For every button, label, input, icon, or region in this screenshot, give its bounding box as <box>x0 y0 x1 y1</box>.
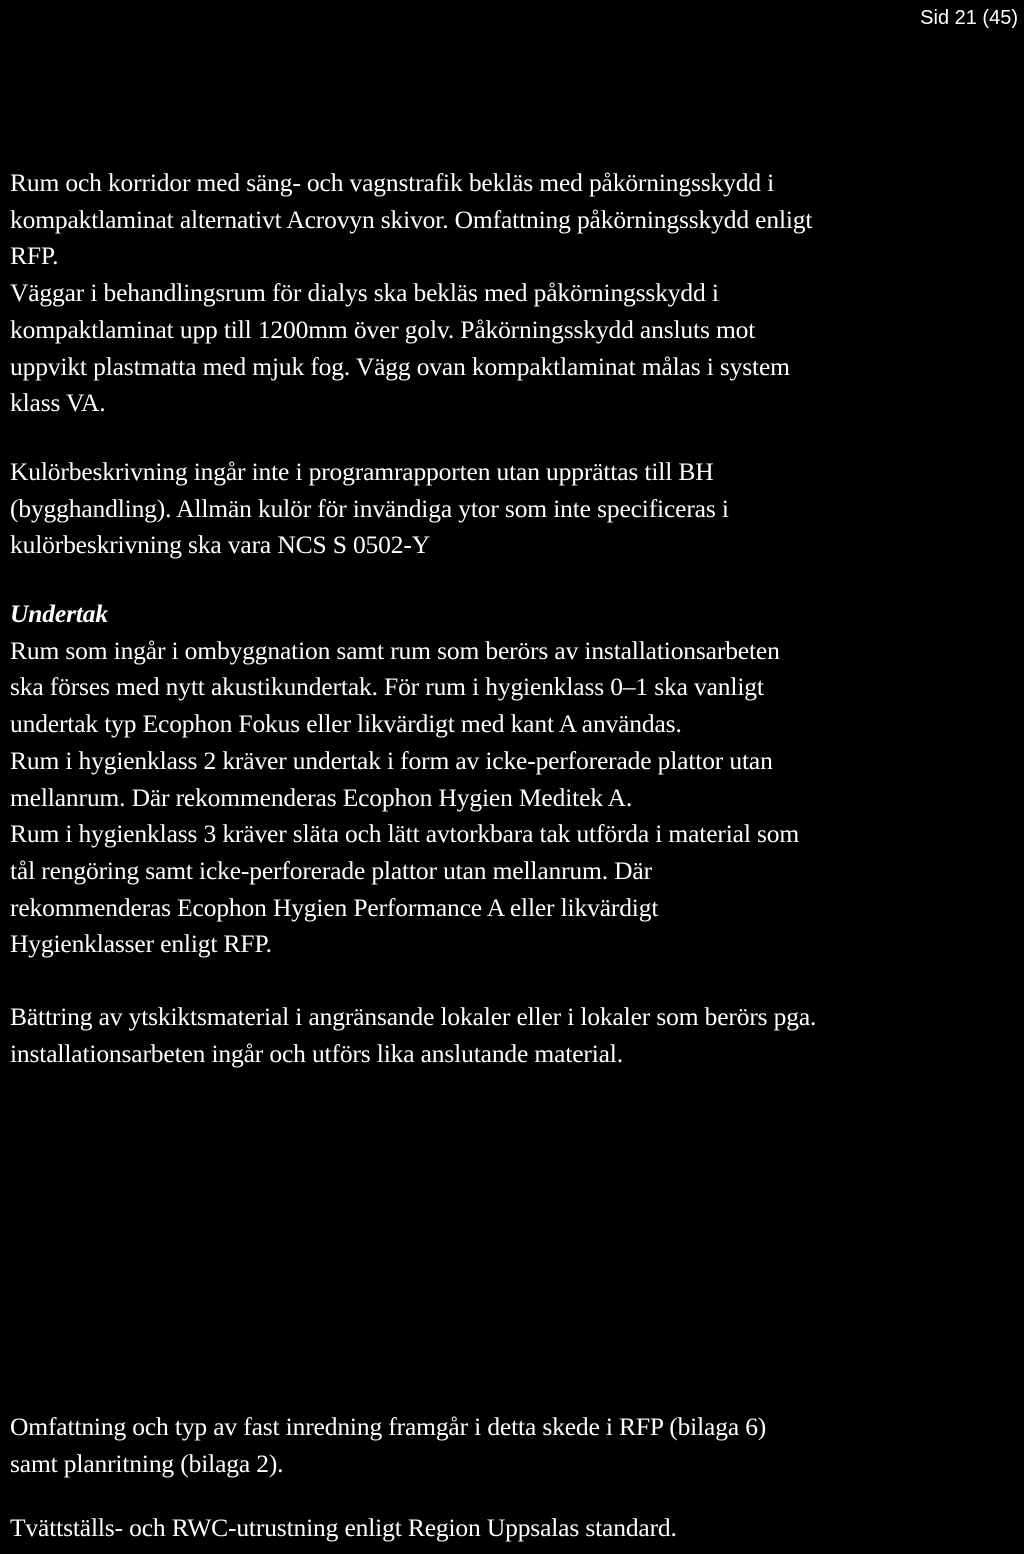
text-line: RFP. <box>10 241 59 271</box>
text-line: Bättring av ytskiktsmaterial i angränsande lokaler eller i lokaler som berörs pga. <box>10 1002 817 1031</box>
section-fixed-furnishing <box>10 1409 1020 1482</box>
text-line: Rum i hygienklass 3 kräver släta och lätt avtorkbara tak utförda i material som <box>10 819 800 849</box>
text-line: Tvättställs- och RWC-utrustning enligt Region Uppsalas standard. <box>10 1513 677 1542</box>
text-line: Väggar i behandlingsrum för dialys ska bekläs med påkörningsskydd i <box>10 278 719 308</box>
text-line: Kulörbeskrivning ingår inte i programrapporten utan upprättas till BH <box>10 457 714 486</box>
text-line: tål rengöring samt icke-perforerade plattor utan mellanrum. Där <box>10 855 652 885</box>
text-line: (bygghandling). Allmän kulör för invändiga ytor som inte specificeras i <box>10 493 729 523</box>
text-line: kompaktlaminat alternativt Acrovyn skivor. Omfattning påkörningsskydd enligt <box>10 204 813 234</box>
text-line: uppvikt plastmatta med mjuk fog. Vägg ovan kompaktlaminat målas i system <box>10 351 790 381</box>
text-line: Rum och korridor med säng- och vagnstrafik bekläs med påkörningsskydd i <box>10 168 775 197</box>
section-washstand <box>10 1510 1020 1547</box>
text-line: kompaktlaminat upp till 1200mm över golv. Påkörningsskydd ansluts mot <box>10 314 756 344</box>
text-line: Rum som ingår i ombyggnation samt rum som berörs av installationsarbeten <box>10 635 780 665</box>
section-repair <box>10 999 1020 1072</box>
page-number: Sid 21 (45) <box>920 7 1018 29</box>
text-line: rekommenderas Ecophon Hygien Performance A eller likvärdigt <box>10 892 659 922</box>
text-line: kulörbeskrivning ska vara NCS S 0502-Y <box>10 530 430 560</box>
text-line: samt planritning (bilaga 2). <box>10 1448 284 1478</box>
text-line: Rum i hygienklass 2 kräver undertak i form av icke-perforerade plattor utan <box>10 745 773 775</box>
text-line: klass VA. <box>10 388 106 418</box>
text-line: installationsarbeten ingår och utförs lika anslutande material. <box>10 1038 623 1068</box>
section-impact-protection <box>10 165 1020 422</box>
section-colour-description <box>10 454 1020 564</box>
section-ceiling <box>10 596 1020 963</box>
text-line: Omfattning och typ av fast inredning framgår i detta skede i RFP (bilaga 6) <box>10 1412 767 1441</box>
text-line: Hygienklasser enligt RFP. <box>10 929 272 959</box>
text-line: mellanrum. Där rekommenderas Ecophon Hygien Meditek A. <box>10 782 633 812</box>
text-line: ska förses med nytt akustikundertak. För rum i hygienklass 0–1 ska vanligt <box>10 672 764 702</box>
section-heading: Undertak <box>10 599 108 628</box>
text-line: undertak typ Ecophon Fokus eller likvärdigt med kant A användas. <box>10 709 682 739</box>
